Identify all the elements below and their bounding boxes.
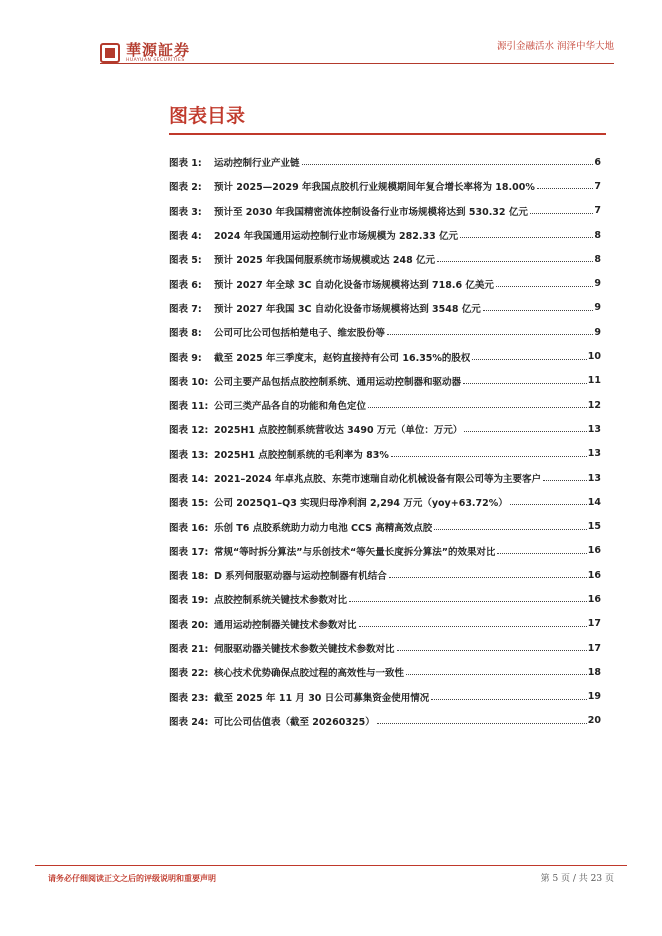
toc-leader-dots — [389, 577, 587, 578]
toc-entry-label: 图表 19: — [169, 595, 209, 607]
toc-entry-label: 图表 3: — [169, 206, 202, 218]
toc-leader-dots — [391, 456, 587, 457]
toc-entry-label: 图表 14: — [169, 474, 209, 485]
toc-entry-title: 伺服驱动器关键技术参数关键技术参数对比 — [214, 644, 395, 656]
toc-entry-page: 15 — [587, 521, 601, 533]
toc-entry[interactable] — [169, 320, 601, 344]
toc-entry-label: 图表 22: — [169, 668, 209, 680]
toc-entry[interactable] — [169, 174, 601, 198]
toc-entry-page: 16 — [587, 593, 601, 605]
toc-entry-label: 图表 8: — [169, 328, 202, 340]
toc-entry-title: 可比公司估值表（截至 20260325） — [214, 716, 375, 728]
toc-entry[interactable] — [169, 369, 601, 393]
toc-leader-dots — [472, 359, 586, 360]
toc-leader-dots — [460, 237, 593, 238]
toc-leader-dots — [497, 553, 586, 554]
toc-entry-page: 16 — [587, 545, 601, 557]
header-divider — [100, 63, 614, 64]
toc-leader-dots — [464, 431, 586, 432]
toc-leader-dots — [397, 650, 587, 651]
toc-entry-label: 图表 21: — [169, 644, 209, 656]
toc-entry-label: 图表 2: — [169, 182, 202, 194]
toc-entry[interactable] — [169, 150, 601, 174]
toc-leader-dots — [537, 188, 594, 189]
toc-entry[interactable] — [169, 442, 601, 466]
toc-entry-label: 图表 23: — [169, 692, 209, 704]
toc-leader-dots — [434, 529, 586, 530]
toc-entry[interactable] — [169, 296, 601, 320]
toc-leader-dots — [463, 383, 587, 384]
toc-entry-title: 常规“等时拆分算法”与乐创技术“等矢量长度拆分算法”的效果对比 — [214, 546, 496, 558]
toc-entry-title: D 系列伺服驱动器与运动控制器有机结合 — [214, 571, 387, 583]
toc-entry-label: 图表 4: — [169, 231, 202, 243]
toc-entry-label: 图表 15: — [169, 498, 209, 510]
toc-entry[interactable] — [169, 612, 601, 636]
toc-entry-page: 13 — [587, 472, 601, 484]
toc-leader-dots — [368, 407, 587, 408]
toc-entry-label: 图表 12: — [169, 425, 209, 437]
toc-leader-dots — [437, 261, 593, 262]
toc-entry-label: 图表 13: — [169, 449, 209, 461]
toc-entry-label: 图表 11: — [169, 401, 209, 413]
toc-entry-title: 预计 2027 年我国 3C 自动化设备市场规模将达到 3548 亿元 — [214, 303, 481, 315]
toc-entry-page: 18 — [587, 666, 601, 678]
toc-entry[interactable] — [169, 563, 601, 587]
toc-entry-label: 图表 6: — [169, 279, 202, 291]
toc-entry-title: 截至 2025 年三季度末，赵钧直接持有公司 16.35%的股权 — [214, 352, 471, 364]
toc-leader-dots — [431, 699, 587, 700]
toc-leader-dots — [496, 286, 593, 287]
toc-entry[interactable] — [169, 490, 601, 514]
toc-leader-dots — [510, 504, 587, 505]
toc-entry-page: 13 — [587, 423, 601, 435]
toc-entry[interactable] — [169, 660, 601, 684]
toc-leader-dots — [530, 213, 594, 214]
toc-entry-title: 乐创 T6 点胶系统助力动力电池 CCS 高精高效点胶 — [214, 522, 433, 534]
toc-entry[interactable] — [169, 271, 601, 295]
toc-entry-title: 核心技术优势确保点胶过程的高效性与一致性 — [214, 668, 405, 680]
toc-entry-page: 14 — [587, 496, 601, 508]
toc-entry[interactable] — [169, 709, 601, 733]
footer-page-number: 第 5 页 / 共 23 页 — [540, 874, 614, 884]
toc-entry-page: 11 — [587, 375, 601, 387]
toc-entry-title: 公司可比公司包括柏楚电子、维宏股份等 — [214, 328, 386, 340]
toc-entry-label: 图表 5: — [169, 255, 202, 267]
toc-entry[interactable] — [169, 514, 601, 538]
toc-entry-title: 预计 2025 年我国伺服系统市场规模或达 248 亿元 — [214, 255, 436, 267]
footer-disclaimer: 请务必仔细阅读正文之后的评级说明和重要声明 — [48, 874, 216, 883]
toc-entry-page: 9 — [594, 278, 601, 290]
toc-entry-title: 预计至 2030 年我国精密流体控制设备行业市场规模将达到 530.32 亿元 — [214, 206, 528, 218]
toc-entry[interactable] — [169, 417, 601, 441]
toc-entry-page: 17 — [587, 642, 601, 654]
toc-entry-page: 7 — [594, 205, 601, 217]
toc-entry-label: 图表 10: — [169, 376, 209, 388]
footer-divider — [35, 865, 627, 866]
logo-mark-icon — [100, 43, 120, 63]
toc-entry-page: 6 — [594, 156, 601, 168]
toc-entry[interactable] — [169, 247, 601, 271]
toc-entry-label: 图表 20: — [169, 619, 209, 631]
toc-entry-label: 图表 18: — [169, 571, 209, 583]
toc-entry-title: 2024 年我国通用运动控制行业市场规模为 282.33 亿元 — [214, 231, 459, 243]
toc-entry-label: 图表 24: — [169, 716, 209, 728]
toc-leader-dots — [349, 601, 587, 602]
toc-leader-dots — [483, 310, 594, 311]
toc-entry-page: 19 — [587, 691, 601, 703]
header-slogan: 源引金融活水 润泽中华大地 — [496, 41, 614, 52]
toc-entry-page: 8 — [594, 229, 601, 241]
toc-entry-page: 12 — [587, 399, 601, 411]
toc-entry-label: 图表 7: — [169, 303, 202, 315]
toc-leader-dots — [359, 626, 587, 627]
table-of-contents — [169, 150, 601, 733]
toc-leader-dots — [377, 723, 587, 724]
toc-entry[interactable] — [169, 344, 601, 368]
toc-entry-title: 公司 2025Q1–Q3 实现归母净利润 2,294 万元（yoy+63.72%） — [214, 498, 508, 510]
toc-entry[interactable] — [169, 199, 601, 223]
toc-entry-title: 预计 2027 年全球 3C 自动化设备市场规模将达到 718.6 亿美元 — [214, 279, 494, 291]
page-title: 图表目录 — [169, 105, 246, 127]
toc-entry-page: 20 — [587, 715, 601, 727]
toc-entry-page: 13 — [587, 448, 601, 460]
toc-entry-title: 通用运动控制器关键技术参数对比 — [214, 619, 357, 631]
toc-leader-dots — [387, 334, 593, 335]
toc-entry-label: 图表 17: — [169, 546, 209, 558]
toc-entry-title: 公司主要产品包括点胶控制系统、通用运动控制器和驱动器 — [214, 376, 462, 388]
toc-leader-dots — [406, 674, 587, 675]
toc-entry-page: 9 — [594, 302, 601, 314]
toc-entry-title: 2021–2024 年卓兆点胶、东莞市速瑞自动化机械设备有限公司等为主要客户 — [214, 474, 541, 485]
toc-entry-title: 2025H1 点胶控制系统的毛利率为 83% — [214, 449, 389, 461]
toc-entry[interactable] — [169, 393, 601, 417]
logo-english-name: HUAYUAN SECURITIES — [126, 58, 185, 63]
toc-entry-page: 17 — [587, 618, 601, 630]
toc-entry[interactable] — [169, 223, 601, 247]
toc-entry[interactable] — [169, 539, 601, 563]
page-header — [0, 0, 662, 70]
toc-leader-dots — [543, 480, 587, 481]
toc-entry[interactable] — [169, 587, 601, 611]
toc-entry-label: 图表 1: — [169, 158, 202, 170]
toc-entry[interactable] — [169, 636, 601, 660]
logo-chinese-name: 華源証券 — [126, 41, 191, 59]
toc-entry-label: 图表 16: — [169, 522, 209, 534]
toc-entry-page: 9 — [594, 326, 601, 338]
toc-leader-dots — [302, 164, 594, 165]
toc-entry-title: 预计 2025—2029 年我国点胶机行业规模期间年复合增长率将为 18.00% — [214, 182, 535, 194]
toc-entry-label: 图表 9: — [169, 352, 202, 364]
toc-entry-title: 截至 2025 年 11 月 30 日公司募集资金使用情况 — [214, 692, 430, 704]
toc-entry-page: 16 — [587, 569, 601, 581]
toc-entry-page: 7 — [594, 180, 601, 192]
toc-entry-title: 2025H1 点胶控制系统营收达 3490 万元（单位：万元） — [214, 425, 463, 437]
company-logo — [100, 42, 190, 64]
toc-entry-title: 点胶控制系统关键技术参数对比 — [214, 595, 348, 607]
title-divider — [169, 133, 606, 135]
toc-entry-title: 运动控制行业产业链 — [214, 158, 300, 170]
toc-entry-page: 10 — [587, 351, 601, 363]
toc-entry-title: 公司三类产品各自的功能和角色定位 — [214, 401, 367, 413]
toc-entry[interactable] — [169, 466, 601, 490]
toc-entry[interactable] — [169, 685, 601, 709]
toc-entry-page: 8 — [594, 253, 601, 265]
